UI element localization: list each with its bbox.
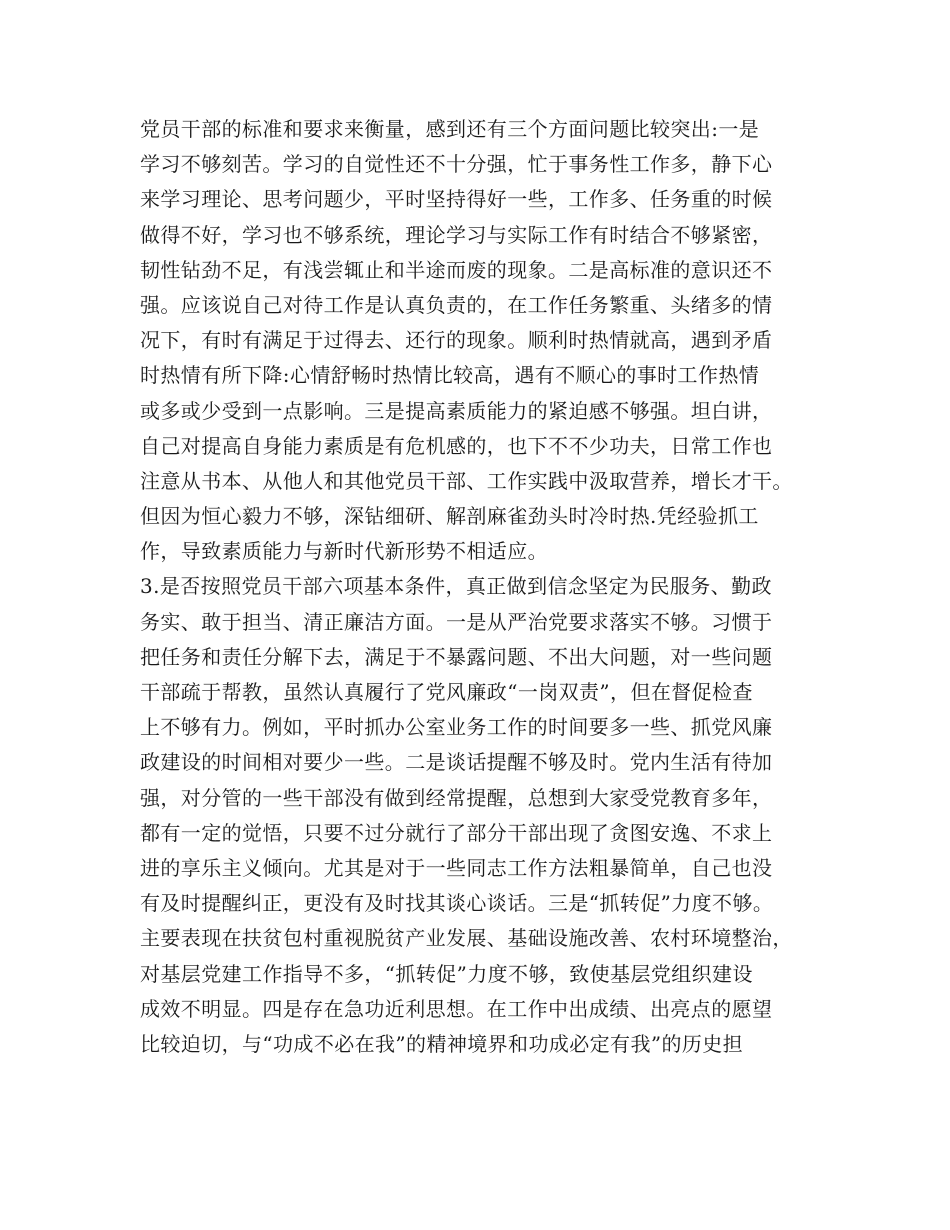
- text-line: 都有一定的觉悟，只要不过分就行了部分干部出现了贪图安逸、不求上: [140, 820, 773, 845]
- text-line: 成效不明显。四是存在急功近利思想。在工作中出成绩、出亮点的愿望: [140, 996, 773, 1021]
- text-line: 作，导致素质能力与新时代新形势不相适应。: [140, 539, 548, 564]
- text-line: 学习不够刻苦。学习的自觉性还不十分强，忙于事务性工作多，静下心: [140, 152, 773, 177]
- text-line: 把任务和责任分解下去，满足于不暴露问题、不出大问题，对一些问题: [140, 644, 773, 669]
- text-line: 干部疏于帮教，虽然认真履行了党风廉政“一岗双责”，但在督促检查: [140, 680, 753, 704]
- text-line: 或多或少受到一点影响。三是提高素质能力的紧迫感不够强。坦白讲，: [140, 398, 773, 423]
- text-line: 上不够有力。例如，平时抓办公室业务工作的时间要多一些、抓党风廉: [140, 715, 773, 740]
- text-line: 主要表现在扶贫包村重视脱贫产业发展、基础设施改善、农村环境整治，: [140, 926, 793, 951]
- text-line: 进的享乐主义倾向。尤其是对于一些同志工作方法粗暴简单，自己也没: [140, 855, 773, 880]
- text-line: 比较迫切，与“功成不必在我”的精神境界和功成必定有我”的历史担: [140, 1031, 744, 1056]
- text-line: 党员干部的标准和要求来衡量，感到还有三个方面问题比较突出:一是: [140, 117, 760, 141]
- text-line: 强。应该说自己对待工作是认真负责的，在工作任务繁重、头绪多的情: [140, 292, 773, 317]
- document-body-text: [140, 112, 840, 1062]
- text-line: 3.是否按照党员干部六项基本条件，真正做到信念坚定为民服务、勤政: [140, 574, 772, 599]
- text-line: 但因为恒心毅力不够，深钻细研、解剖麻雀劲头时冷时热.凭经验抓工: [140, 504, 759, 529]
- text-line: 韧性钻劲不足，有浅尝辄止和半途而废的现象。二是高标准的意识还不: [140, 257, 773, 282]
- text-line: 做得不好，学习也不够系统，理论学习与实际工作有时结合不够紧密，: [140, 222, 773, 247]
- text-line: 对基层党建工作指导不多，“抓转促”力度不够，致使基层党组织建设: [140, 961, 753, 986]
- text-line: 务实、敢于担当、清正廉洁方面。一是从严治党要求落实不够。习惯于: [140, 609, 773, 634]
- text-line: 时热情有所下降:心情舒畅时热情比较高，遇有不顺心的事时工作热情: [140, 363, 760, 388]
- text-line: 况下，有时有满足于过得去、还行的现象。顺利时热情就高，遇到矛盾: [140, 328, 773, 353]
- text-line: 自己对提高自身能力素质是有危机感的，也下不不少功夫，日常工作也: [140, 433, 773, 458]
- text-line: 政建设的时间相对要少一些。二是谈话提醒不够及时。党内生活有待加: [140, 750, 773, 775]
- text-line: 有及时提醒纠正，更没有及时找其谈心谈话。三是“抓转促”力度不够。: [140, 891, 774, 916]
- text-line: 注意从书本、从他人和其他党员干部、工作实践中汲取营养，增长才干。: [140, 468, 793, 493]
- text-line: 强，对分管的一些干部没有做到经常提醒，总想到大家受党教育多年，: [140, 785, 773, 810]
- text-line: 来学习理论、思考问题少，平时坚持得好一些，工作多、任务重的时候: [140, 187, 773, 212]
